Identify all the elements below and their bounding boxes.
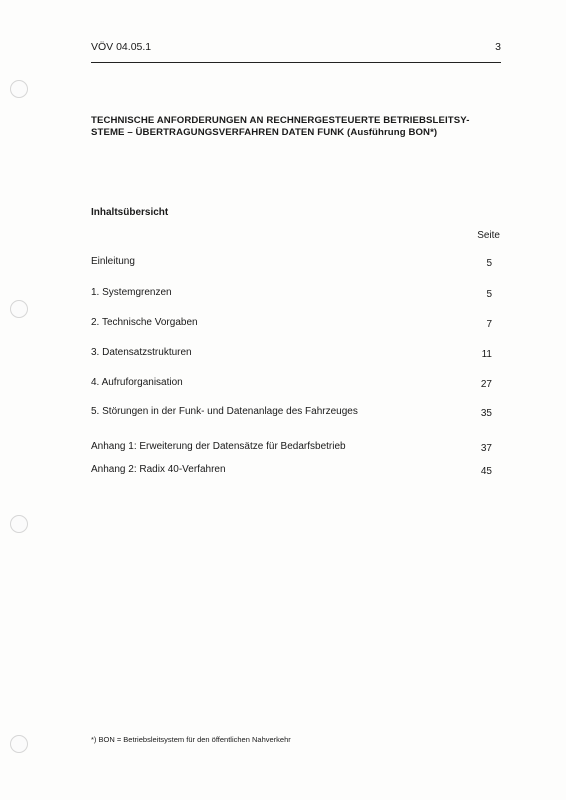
toc-entry-page: 45	[480, 466, 492, 477]
toc-entry-page: 35	[480, 408, 492, 419]
toc-entry[interactable]	[91, 256, 492, 270]
page-header	[91, 40, 501, 63]
toc-entry-page: 27	[480, 379, 492, 390]
toc-page-column-label: Seite	[477, 230, 500, 241]
toc-entry[interactable]	[91, 377, 492, 391]
toc-entry-label: 4. Aufruforganisation	[91, 377, 183, 388]
punch-hole-mark	[10, 735, 28, 753]
punch-hole-mark	[10, 300, 28, 318]
toc-entry[interactable]	[91, 317, 492, 331]
page-number: 3	[495, 41, 501, 53]
toc-entry[interactable]	[91, 464, 492, 478]
punch-hole-mark	[10, 515, 28, 533]
toc-entry[interactable]	[91, 406, 492, 420]
toc-entry-label: Einleitung	[91, 256, 135, 267]
toc-entry-page: 11	[481, 349, 492, 360]
toc-entry-label: 2. Technische Vorgaben	[91, 317, 198, 328]
title-line-2: STEME – ÜBERTRAGUNGSVERFAHREN DATEN FUNK (Ausführung BON*)	[91, 127, 438, 138]
toc-entry-label: 1. Systemgrenzen	[91, 287, 172, 298]
toc-entry-page: 5	[486, 289, 492, 300]
toc-entry[interactable]	[91, 441, 492, 455]
toc-heading: Inhaltsübersicht	[91, 207, 169, 218]
toc-entry-page: 7	[486, 319, 492, 330]
toc-entry-label: Anhang 2: Radix 40-Verfahren	[91, 464, 226, 475]
title-line-1: TECHNISCHE ANFORDERUNGEN AN RECHNERGESTEUERTE BETRIEBSLEITSY-	[91, 115, 470, 126]
document-code: VÖV 04.05.1	[91, 41, 152, 53]
punch-hole-mark	[10, 80, 28, 98]
toc-entry-label: 3. Datensatzstrukturen	[91, 347, 192, 358]
toc-entry[interactable]	[91, 287, 492, 301]
toc-entry-label: Anhang 1: Erweiterung der Datensätze für Bedarfsbetrieb	[91, 441, 346, 452]
document-title	[91, 115, 506, 139]
toc-entry-label: 5. Störungen in der Funk- und Datenanlage des Fahrzeuges	[91, 406, 358, 417]
footnote: *) BON = Betriebsleitsystem für den öffentlichen Nahverkehr	[91, 735, 291, 744]
toc-entry[interactable]	[91, 347, 492, 361]
toc-entry-page: 37	[480, 443, 492, 454]
toc-entry-page: 5	[486, 258, 492, 269]
